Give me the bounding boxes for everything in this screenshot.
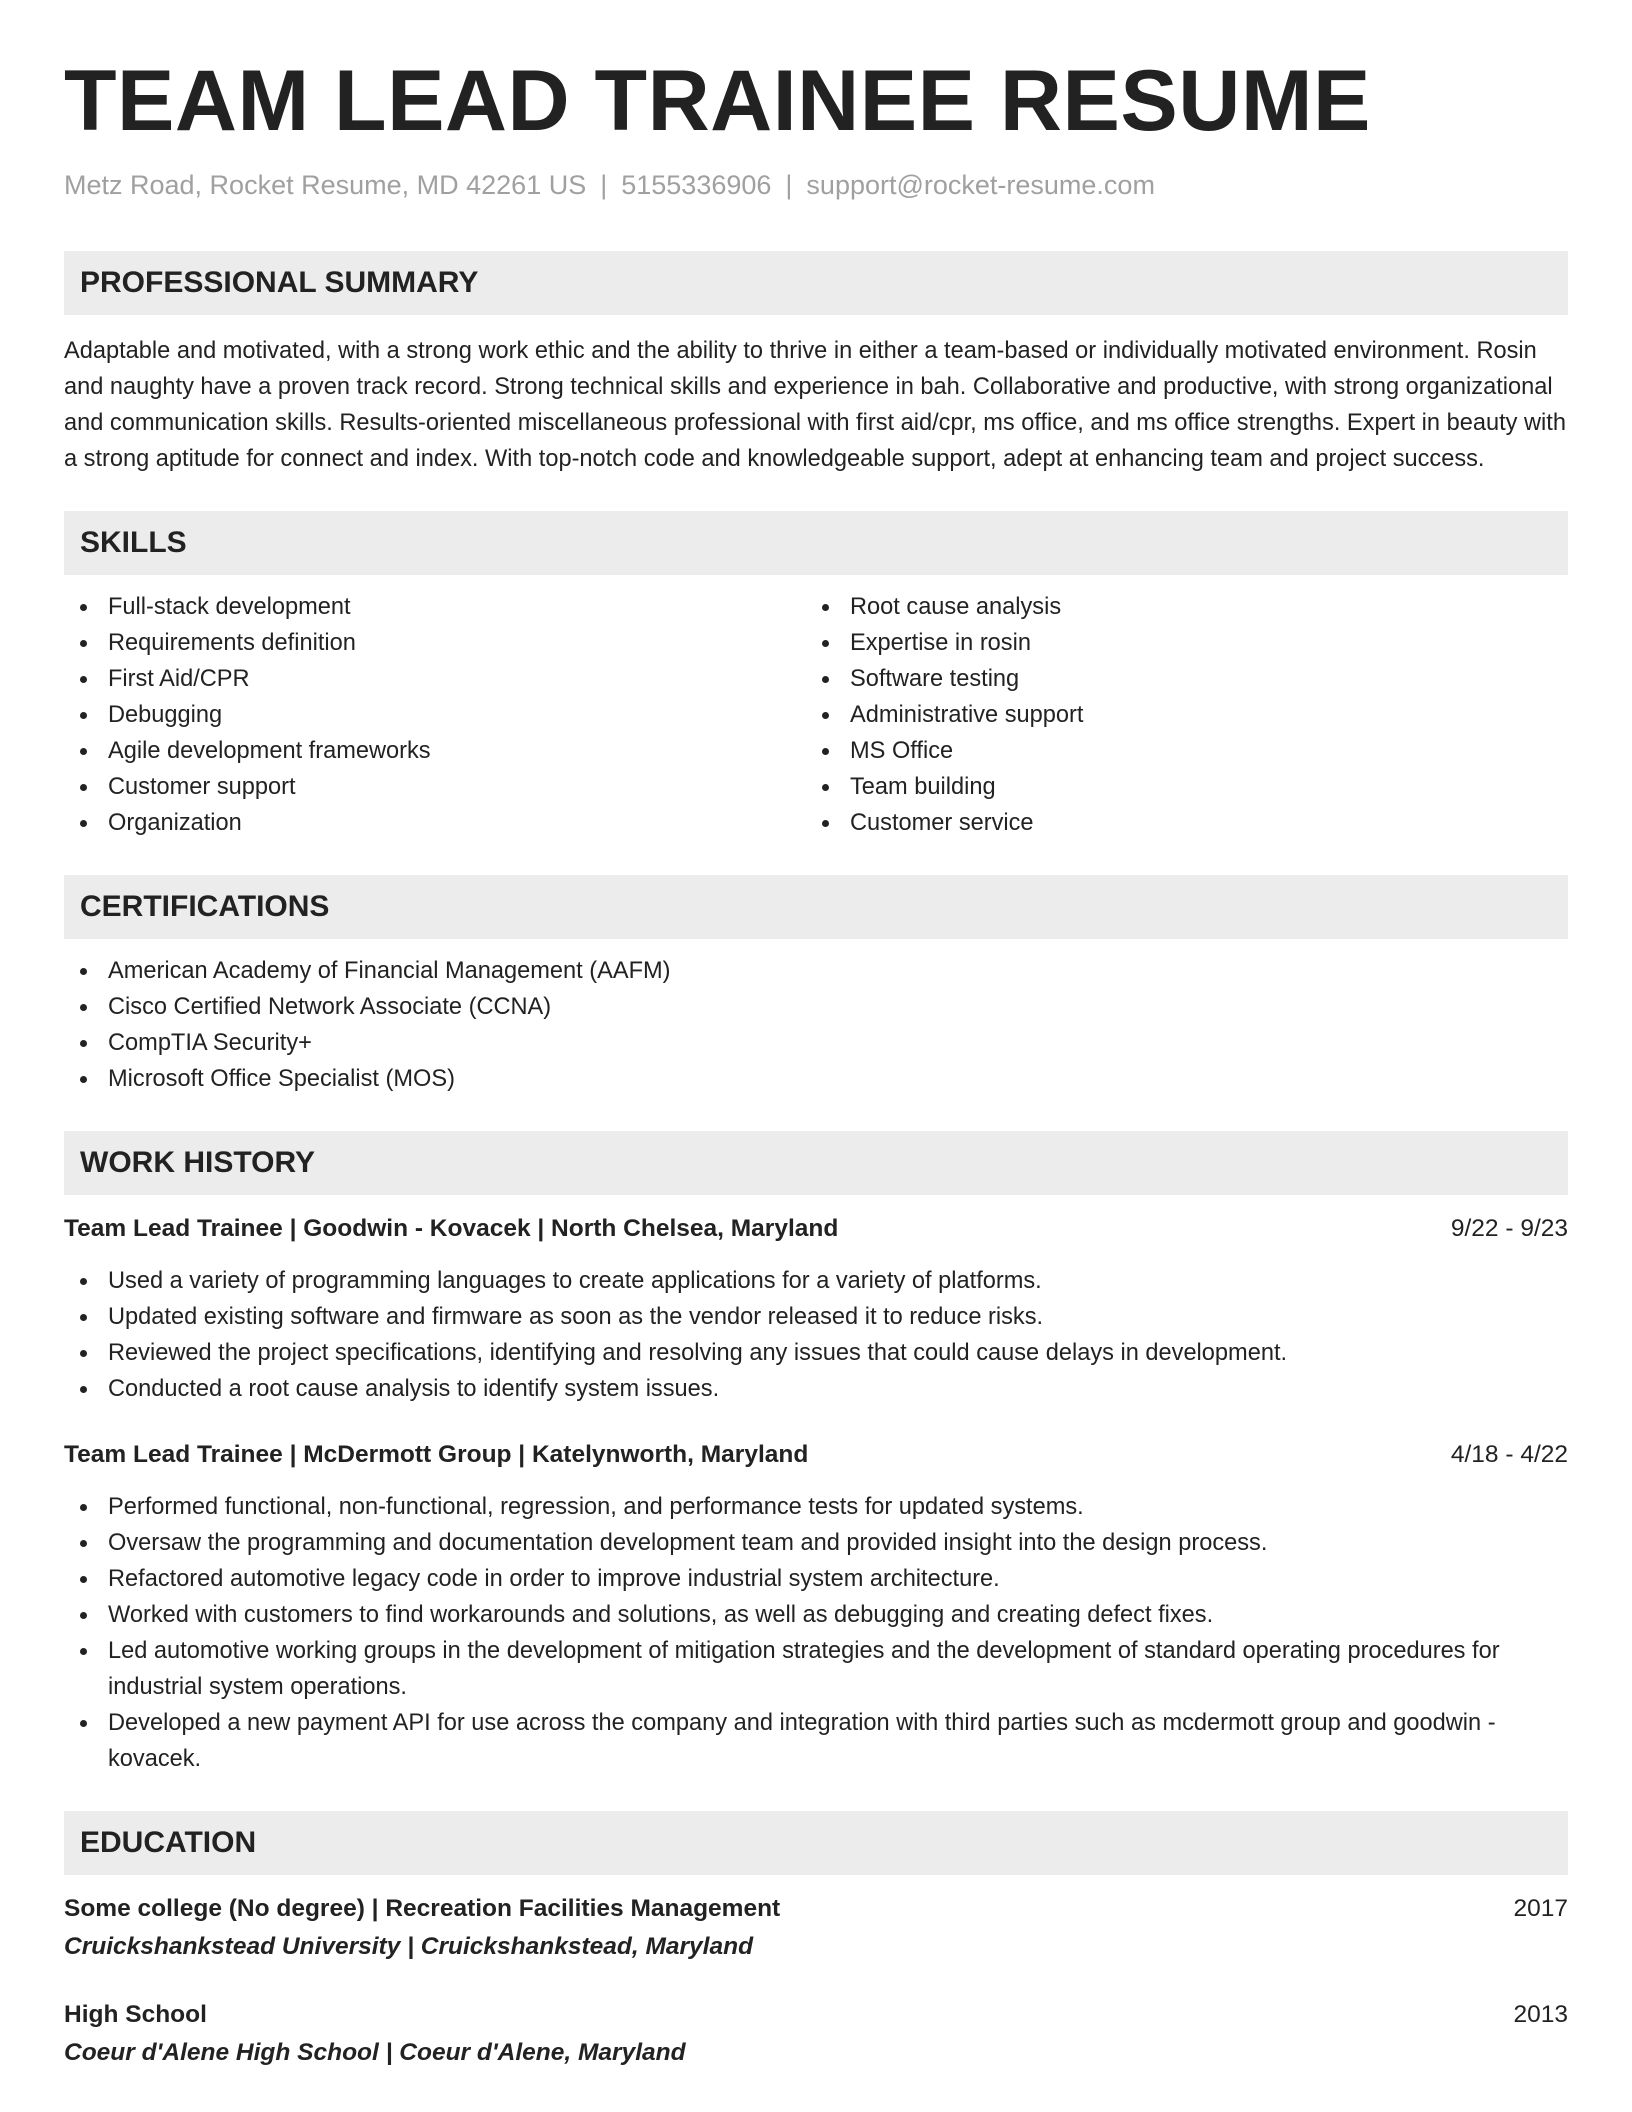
education-year: 2017 [1513, 1895, 1568, 1923]
certifications-list [64, 953, 1568, 1097]
job-title: Team Lead Trainee | Goodwin - Kovacek | North Chelsea, Maryland [64, 1215, 839, 1243]
list-item: Team building [806, 769, 1548, 805]
job-entry [64, 1437, 1568, 1777]
list-item: Administrative support [806, 697, 1548, 733]
job-bullets [64, 1263, 1568, 1407]
education-header [64, 1997, 1568, 2033]
education-degree: Some college (No degree) | Recreation Facilities Management [64, 1895, 781, 1923]
job-title: Team Lead Trainee | McDermott Group | Katelynworth, Maryland [64, 1441, 809, 1469]
list-item: Microsoft Office Specialist (MOS) [64, 1061, 1568, 1097]
list-item: CompTIA Security+ [64, 1025, 1568, 1061]
summary-text: Adaptable and motivated, with a strong work ethic and the ability to thrive in either a team-based or individually motivated environment. Rosin and naughty have a proven track record. Strong technical skills and experience in bah. Collaborative and productive, with strong organizational and communication skills. Results-oriented miscellaneous professional with first aid/cpr, ms office, and ms office strengths. Expert in beauty with a strong aptitude for connect and index. With top-notch code and knowledgeable support, adept at enhancing team and project success. [64, 338, 1566, 473]
list-item: Performed functional, non-functional, regression, and performance tests for updated systems. [64, 1489, 1568, 1525]
list-item: Cisco Certified Network Associate (CCNA) [64, 989, 1568, 1025]
work-history-heading: WORK HISTORY [64, 1131, 1568, 1195]
education-heading: EDUCATION [64, 1811, 1568, 1875]
list-item: Full-stack development [64, 589, 806, 625]
contact-line [64, 170, 1568, 201]
contact-phone: 5155336906 [621, 170, 772, 201]
skills-right-list [806, 589, 1548, 841]
list-item: Conducted a root cause analysis to identify system issues. [64, 1371, 1568, 1407]
skills-columns [64, 589, 1568, 841]
certifications-heading: CERTIFICATIONS [64, 875, 1568, 939]
list-item: Used a variety of programming languages to create applications for a variety of platforms. [64, 1263, 1568, 1299]
list-item: Debugging [64, 697, 806, 733]
skills-left-list [64, 589, 806, 841]
list-item: Customer support [64, 769, 806, 805]
list-item: Worked with customers to find workarounds and solutions, as well as debugging and creating defect fixes. [64, 1597, 1568, 1633]
education-header [64, 1891, 1568, 1927]
job-entry [64, 1211, 1568, 1407]
education-school: Coeur d'Alene High School | Coeur d'Alene, Maryland [64, 2039, 686, 2067]
list-item: Developed a new payment API for use across the company and integration with third parties such as mcdermott group and goodwin - kovacek. [64, 1705, 1568, 1777]
job-dates: 9/22 - 9/23 [1450, 1215, 1568, 1243]
list-item: Organization [64, 805, 806, 841]
job-header [64, 1437, 1568, 1473]
job-dates: 4/18 - 4/22 [1450, 1441, 1568, 1469]
list-item: Agile development frameworks [64, 733, 806, 769]
list-item: MS Office [806, 733, 1548, 769]
contact-address: Metz Road, Rocket Resume, MD 42261 US [64, 170, 587, 201]
education-entry [64, 1891, 1568, 1967]
job-header [64, 1211, 1568, 1247]
list-item: Root cause analysis [806, 589, 1548, 625]
contact-separator: | [600, 170, 608, 201]
list-item: Requirements definition [64, 625, 806, 661]
list-item: Customer service [806, 805, 1548, 841]
resume-title: TEAM LEAD TRAINEE RESUME [64, 53, 1371, 149]
education-year: 2013 [1513, 2001, 1568, 2029]
skills-heading: SKILLS [64, 511, 1568, 575]
list-item: American Academy of Financial Management (AAFM) [64, 953, 1568, 989]
education-degree: High School [64, 2001, 207, 2029]
list-item: Refactored automotive legacy code in order to improve industrial system architecture. [64, 1561, 1568, 1597]
list-item: Software testing [806, 661, 1548, 697]
list-item: Updated existing software and firmware as soon as the vendor released it to reduce risks. [64, 1299, 1568, 1335]
list-item: Expertise in rosin [806, 625, 1548, 661]
contact-separator: | [785, 170, 793, 201]
list-item: Reviewed the project specifications, identifying and resolving any issues that could cause delays in development. [64, 1335, 1568, 1371]
contact-email: support@rocket-resume.com [806, 170, 1155, 201]
list-item: First Aid/CPR [64, 661, 806, 697]
summary-heading: PROFESSIONAL SUMMARY [64, 251, 1568, 315]
education-school: Cruickshankstead University | Cruickshankstead, Maryland [64, 1933, 754, 1961]
list-item: Led automotive working groups in the development of mitigation strategies and the development of standard operating procedures for industrial system operations. [64, 1633, 1568, 1705]
list-item: Oversaw the programming and documentation development team and provided insight into the design process. [64, 1525, 1568, 1561]
job-bullets [64, 1489, 1568, 1777]
education-entry [64, 1997, 1568, 2073]
